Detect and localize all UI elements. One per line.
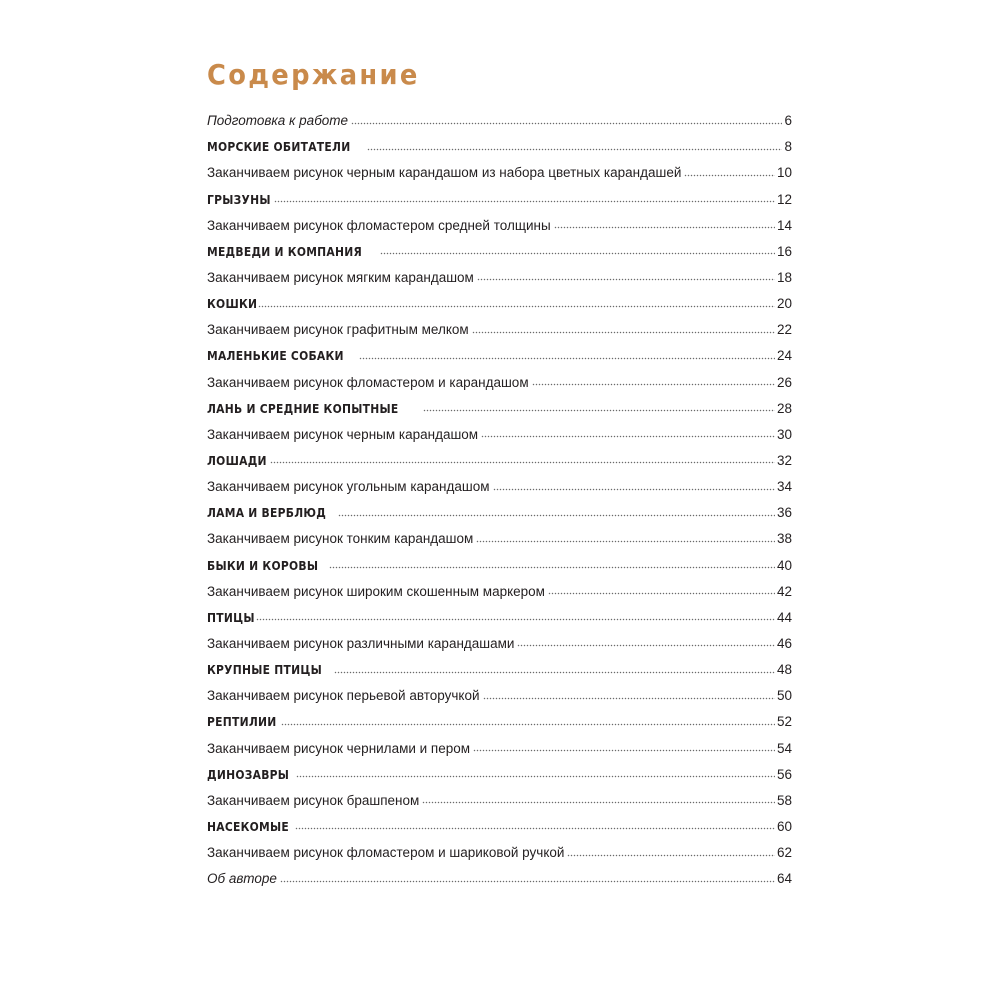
toc-entry-label: Заканчиваем рисунок угольным карандашом <box>207 479 490 495</box>
page-title: Содержание <box>207 58 420 91</box>
toc-dot-leader <box>476 539 775 543</box>
toc-entry-label: Заканчиваем рисунок тонким карандашом <box>207 531 474 547</box>
toc-page-number: 18 <box>776 269 792 285</box>
toc-dot-leader <box>334 670 775 674</box>
toc-page-number: 28 <box>776 400 792 416</box>
toc-page-number: 30 <box>776 426 792 442</box>
toc-dot-leader <box>532 383 775 387</box>
toc-entry-label: ЛОШАДИ <box>207 452 267 468</box>
toc-dot-leader <box>258 304 775 308</box>
toc-entry-label: ГРЫЗУНЫ <box>207 191 271 207</box>
toc-section-entry[interactable] <box>207 810 792 836</box>
toc-subentry[interactable] <box>207 418 792 444</box>
toc-dot-leader <box>548 592 775 596</box>
toc-dot-leader <box>422 801 775 805</box>
toc-page-number: 42 <box>776 583 792 599</box>
toc-dot-leader <box>493 487 775 491</box>
toc-section-entry[interactable] <box>207 392 792 418</box>
toc-dot-leader <box>274 200 775 204</box>
toc-page-number: 40 <box>776 557 792 573</box>
toc-entry-label: Подготовка к работе <box>207 113 349 129</box>
toc-entry-label: Заканчиваем рисунок графитным мелком <box>207 322 469 338</box>
toc-page-number: 38 <box>776 531 792 547</box>
toc-entry-label: БЫКИ И КОРОВЫ <box>207 557 319 573</box>
toc-subentry[interactable] <box>207 627 792 653</box>
toc-subentry[interactable] <box>207 470 792 496</box>
toc-page-number: 14 <box>776 217 792 233</box>
toc-entry-label: КОШКИ <box>207 296 258 312</box>
toc-dot-leader <box>367 147 783 151</box>
toc-entry-label: Заканчиваем рисунок брашпеном <box>207 792 420 808</box>
toc-page-number: 48 <box>776 662 792 678</box>
toc-extra-entry[interactable] <box>207 862 792 888</box>
toc-dot-leader <box>281 722 775 726</box>
toc-entry-label: Заканчиваем рисунок различными карандашами <box>207 635 515 651</box>
toc-subentry[interactable] <box>207 731 792 757</box>
toc-entry-label: МЕДВЕДИ И КОМПАНИЯ <box>207 243 363 259</box>
toc-section-entry[interactable] <box>207 758 792 784</box>
toc-entry-label: Заканчиваем рисунок чернилами и пером <box>207 740 471 756</box>
toc-entry-label: РЕПТИЛИИ <box>207 714 277 730</box>
toc-entry-label: ПТИЦЫ <box>207 609 255 625</box>
toc-dot-leader <box>256 618 775 622</box>
toc-page-number: 10 <box>776 165 792 181</box>
toc-page-number: 54 <box>776 740 792 756</box>
toc-dot-leader <box>473 749 775 753</box>
toc-page-number: 32 <box>776 452 792 468</box>
toc-dot-leader <box>270 461 775 465</box>
toc-section-entry[interactable] <box>207 182 792 208</box>
toc-entry-label: МАЛЕНЬКИЕ СОБАКИ <box>207 348 344 364</box>
toc-subentry[interactable] <box>207 679 792 705</box>
toc-page-number: 16 <box>776 243 792 259</box>
toc-dot-leader <box>280 879 775 883</box>
toc-entry-label: Заканчиваем рисунок фломастером и шариковой ручкой <box>207 845 565 861</box>
toc-entry-label: Заканчиваем рисунок черным карандашом из набора цветных карандашей <box>207 165 682 181</box>
toc-dot-leader <box>684 173 775 177</box>
toc-section-entry[interactable] <box>207 339 792 365</box>
toc-page-number: 46 <box>776 635 792 651</box>
toc-page-number: 56 <box>776 766 792 782</box>
toc-entry-label: Заканчиваем рисунок фломастером средней толщины <box>207 217 551 233</box>
toc-dot-leader <box>351 121 782 125</box>
toc-subentry[interactable] <box>207 575 792 601</box>
toc-subentry[interactable] <box>207 784 792 810</box>
toc-page-number: 22 <box>776 322 792 338</box>
toc-dot-leader <box>329 566 775 570</box>
toc-dot-leader <box>295 827 775 831</box>
toc-extra-entry[interactable] <box>207 104 792 130</box>
toc-entry-label: ДИНОЗАВРЫ <box>207 766 290 782</box>
toc-page-number: 50 <box>776 688 792 704</box>
toc-subentry[interactable] <box>207 522 792 548</box>
toc-section-entry[interactable] <box>207 705 792 731</box>
toc-page-number: 8 <box>784 139 792 155</box>
toc-subentry[interactable] <box>207 365 792 391</box>
toc-subentry[interactable] <box>207 261 792 287</box>
toc-entry-label: Заканчиваем рисунок перьевой авторучкой <box>207 688 480 704</box>
toc-dot-leader <box>483 696 775 700</box>
toc-page-number: 12 <box>776 191 792 207</box>
toc-entry-label: НАСЕКОМЫЕ <box>207 818 289 834</box>
toc-entry-label: Заканчиваем рисунок фломастером и карандашом <box>207 374 529 390</box>
toc-subentry[interactable] <box>207 836 792 862</box>
toc-dot-leader <box>554 226 775 230</box>
toc-section-entry[interactable] <box>207 653 792 679</box>
toc-section-entry[interactable] <box>207 548 792 574</box>
toc-entry-label: МОРСКИЕ ОБИТАТЕЛИ <box>207 139 351 155</box>
toc-section-entry[interactable] <box>207 496 792 522</box>
toc-dot-leader <box>517 644 775 648</box>
toc-dot-leader <box>481 435 775 439</box>
toc-page-number: 36 <box>776 505 792 521</box>
toc-section-entry[interactable] <box>207 444 792 470</box>
toc-page-number: 26 <box>776 374 792 390</box>
toc-page-number: 52 <box>776 714 792 730</box>
toc-entry-label: Заканчиваем рисунок широким скошенным маркером <box>207 583 545 599</box>
toc-subentry[interactable] <box>207 209 792 235</box>
toc-dot-leader <box>567 853 775 857</box>
toc-dot-leader <box>380 252 775 256</box>
toc-entry-label: ЛАМА И ВЕРБЛЮД <box>207 505 327 521</box>
toc-page-number: 44 <box>776 609 792 625</box>
toc-section-entry[interactable] <box>207 601 792 627</box>
toc-dot-leader <box>423 409 775 413</box>
toc-dot-leader <box>338 513 774 517</box>
toc-page-number: 64 <box>776 871 792 887</box>
toc-dot-leader <box>472 330 775 334</box>
toc-entry-label: Об авторе <box>207 871 277 887</box>
table-of-contents <box>207 104 792 888</box>
toc-subentry[interactable] <box>207 313 792 339</box>
toc-entry-label: Заканчиваем рисунок мягким карандашом <box>207 269 474 285</box>
toc-page-number: 6 <box>784 113 792 129</box>
toc-page-number: 60 <box>776 818 792 834</box>
toc-page-number: 34 <box>776 479 792 495</box>
toc-page-number: 24 <box>776 348 792 364</box>
toc-dot-leader <box>296 775 775 779</box>
toc-dot-leader <box>359 356 775 360</box>
toc-section-entry[interactable] <box>207 130 792 156</box>
toc-dot-leader <box>477 278 775 282</box>
toc-page-number: 20 <box>776 296 792 312</box>
toc-section-entry[interactable] <box>207 287 792 313</box>
toc-page-number: 62 <box>776 845 792 861</box>
toc-entry-label: Заканчиваем рисунок черным карандашом <box>207 426 479 442</box>
toc-page-number: 58 <box>776 792 792 808</box>
toc-entry-label: КРУПНЫЕ ПТИЦЫ <box>207 662 322 678</box>
toc-entry-label: ЛАНЬ И СРЕДНИЕ КОПЫТНЫЕ <box>207 400 399 416</box>
toc-subentry[interactable] <box>207 156 792 182</box>
toc-section-entry[interactable] <box>207 235 792 261</box>
